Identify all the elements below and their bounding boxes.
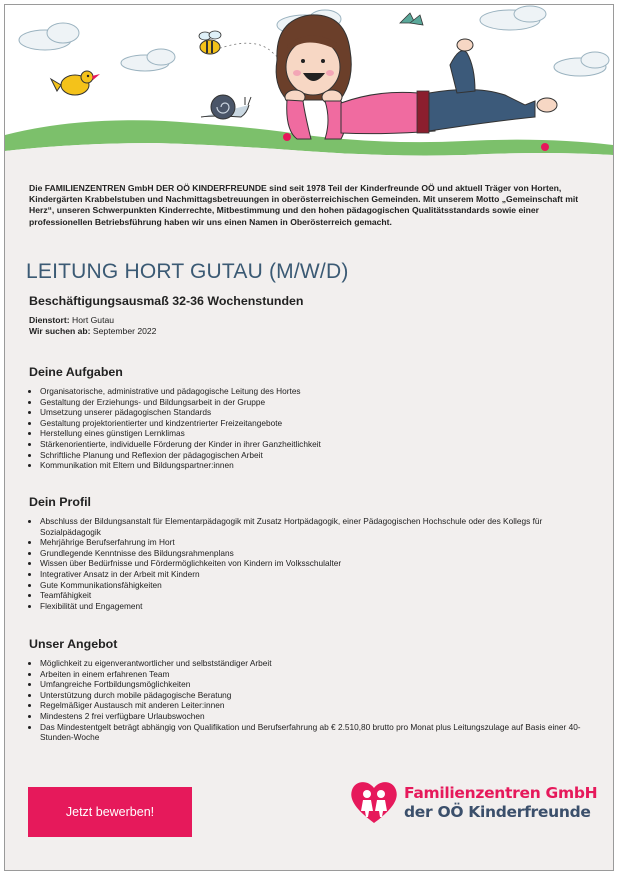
tasks-list [29, 386, 600, 471]
heart-logo-icon [349, 779, 399, 825]
bee-icon [199, 31, 221, 54]
list-item: • Umfangreiche Fortbildungsmöglichkeiten [40, 679, 600, 690]
profile-heading: Dein Profil [29, 495, 91, 509]
list-item: • Herstellung eines günstigen Lernklimas [40, 428, 600, 439]
list-item: • Mindestens 2 frei verfügbare Urlaubswochen [40, 711, 600, 722]
offer-heading: Unser Angebot [29, 637, 118, 651]
location-label: Dienstort: [29, 315, 70, 325]
list-item: • Wissen über Bedürfnisse und Fördermöglichkeiten von Kindern im Volksschulalter [40, 558, 600, 569]
list-item: • Umsetzung unserer pädagogischen Standards [40, 407, 600, 418]
list-item: • Unterstützung durch mobile pädagogische Beratung [40, 690, 600, 701]
list-item: • Grundlegende Kenntnisse des Bildungsrahmenplans [40, 548, 600, 559]
apply-button[interactable]: Jetzt bewerben! [28, 787, 192, 837]
location-value: Hort Gutau [71, 315, 115, 325]
list-item: • Mehrjährige Berufserfahrung im Hort [40, 537, 600, 548]
list-item: • Stärkenorientierte, individuelle Förderung der Kinder in ihrer Ganzheitlichkeit [40, 439, 600, 450]
start-label: Wir suchen ab: [29, 326, 91, 336]
logo-text-line1: Familienzentren GmbH [404, 784, 598, 802]
start-value: September 2022 [92, 326, 157, 336]
offer-list [29, 658, 600, 743]
list-item: • Organisatorische, administrative und pädagogische Leitung des Hortes [40, 386, 600, 397]
job-meta [29, 315, 156, 337]
job-posting-page [4, 4, 614, 871]
profile-list [29, 516, 600, 611]
hero-illustration [5, 5, 613, 173]
list-item: • Arbeiten in einem erfahrenen Team [40, 669, 600, 680]
list-item: • Regelmäßiger Austausch mit anderen Leiter:innen [40, 700, 600, 711]
intro-text: Die FAMILIENZENTREN GmbH DER OÖ KINDERFREUNDE sind seit 1978 Teil der Kinderfreunde OÖ und aktuell Träger von Horten, Kindergärten Krabbelstuben und Nachmittagsbetreuungen in oberösterreichischen Gemeinden. Mit unserem Motto „Gemeinschaft mit Herz“, unseren Schwerpunkten Kinderrechte, Mitbestimmung und den hohen pädagogischen Qualitätsstandards sowie einer professionellen Betriebsführung haben wir uns einen Namen in Oberösterreich gemacht. [29, 183, 579, 227]
list-item: • Abschluss der Bildungsanstalt für Elementarpädagogik mit Zusatz Hortpädagogik, einer Pädagogischen Hochschule oder des Kollegs für Sozialpädagogik [40, 516, 600, 537]
list-item: • Teamfähigkeit [40, 590, 600, 601]
employment-extent: Beschäftigungsausmaß 32-36 Wochenstunden [29, 294, 304, 308]
list-item: • Gute Kommunikationsfähigkeiten [40, 580, 600, 591]
list-item: • Flexibilität und Engagement [40, 601, 600, 612]
list-item: • Möglichkeit zu eigenverantwortlicher und selbstständiger Arbeit [40, 658, 600, 669]
location-row [29, 315, 156, 326]
start-row [29, 326, 156, 337]
list-item: • Das Mindestentgelt beträgt abhängig von Qualifikation und Berufserfahrung ab € 2.510,80 brutto pro Monat plus Leitungszulage auf Basis einer 40-Stunden-Woche [40, 722, 600, 743]
job-title: LEITUNG HORT GUTAU (M/W/D) [26, 260, 349, 283]
list-item: • Schriftliche Planung und Reflexion der pädagogischen Arbeit [40, 450, 600, 461]
list-item: • Gestaltung projektorientierter und kindzentrierter Freizeitangebote [40, 418, 600, 429]
list-item: • Gestaltung der Erziehungs- und Bildungsarbeit in der Gruppe [40, 397, 600, 408]
tasks-heading: Deine Aufgaben [29, 365, 123, 379]
list-item: • Kommunikation mit Eltern und Bildungspartner:innen [40, 460, 600, 471]
logo-text-line2: der OÖ Kinderfreunde [404, 803, 591, 821]
list-item: • Integrativer Ansatz in der Arbeit mit Kindern [40, 569, 600, 580]
company-logo [349, 779, 599, 825]
